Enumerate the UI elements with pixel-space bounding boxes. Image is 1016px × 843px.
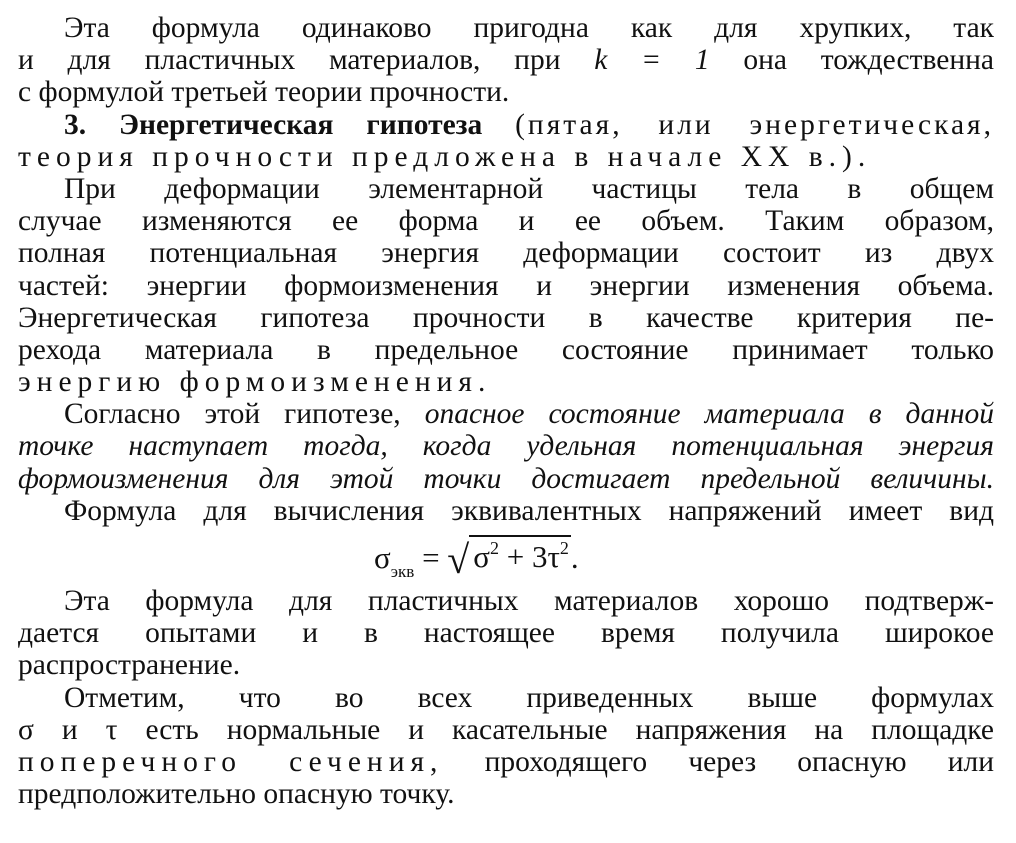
- paragraph-3-line-7: [18, 366, 994, 398]
- paragraph-7-line-2: σ и τ есть нормальные и касательные напряжения на площадке: [18, 713, 994, 746]
- paragraph-1-line-2-text: и для пластичных материалов, при: [18, 44, 561, 77]
- paragraph-3-line-7-text: энергию формоизменения.: [18, 366, 492, 399]
- formula-term-2-exponent: 2: [559, 538, 569, 558]
- paragraph-1-line-3: с формулой третьей теории прочности.: [18, 76, 510, 109]
- paragraph-3-line-1: При деформации элементарной частицы тела в общем: [64, 172, 994, 205]
- radical-sign: √: [447, 537, 470, 582]
- paragraph-6-line-3: распространение.: [18, 649, 241, 682]
- paragraph-3-line-6: рехода материала в предельное состояние принимает только: [18, 333, 994, 366]
- formula-equals: =: [422, 540, 440, 575]
- paragraph-2-paren: (пятая, или энергетическая,: [515, 108, 994, 141]
- paragraph-7-line-3-tail: проходящего через опасную или: [484, 745, 995, 778]
- paragraph-1-line-2: [18, 44, 994, 76]
- section-heading: 3. Энергетическая гипотеза: [64, 108, 483, 141]
- formula-radicand: [469, 535, 571, 575]
- paragraph-2-line-1: [18, 109, 994, 141]
- paragraph-2-line-2-text: теория прочности предложена в начале XX в.).: [18, 140, 872, 173]
- paragraph-4-line-2: точке наступает тогда, когда удельная потенциальная энергия: [18, 430, 994, 463]
- paragraph-5-line-1: Формула для вычисления эквивалентных напряжений имеет вид: [64, 494, 994, 527]
- paragraph-3-line-3: полная потенциальная энергия деформации состоит из двух: [18, 237, 994, 270]
- paragraph-6-line-2: дается опытами и в настоящее время получила широкое: [18, 617, 994, 650]
- paragraph-3-line-5: Энергетическая гипотеза прочности в качестве критерия пе-: [18, 301, 994, 334]
- paragraph-7-line-1: Отметим, что во всех приведенных выше формулах: [64, 681, 994, 714]
- formula-term-1: σ: [473, 539, 490, 574]
- document-page: [18, 12, 994, 810]
- formula-term-1-exponent: 2: [489, 538, 499, 558]
- paragraph-6-line-1: Эта формула для пластичных материалов хорошо подтверж-: [64, 585, 994, 617]
- paragraph-3-line-2: случае изменяются ее форма и ее объем. Таким образом,: [18, 205, 994, 238]
- paragraph-2-line-2: [18, 141, 994, 173]
- formula-lhs-subscript: экв: [390, 562, 415, 581]
- equivalent-stress-formula-row: [18, 527, 994, 585]
- formula-radical: [447, 531, 571, 582]
- paragraph-4-line-1-normal: Согласно этой гипотезе,: [64, 398, 401, 431]
- paragraph-4-line-3: формоизменения для этой точки достигает предельной величины.: [18, 462, 994, 495]
- paragraph-1-line-1: Эта формула одинаково пригодна как для хрупких, так: [64, 12, 994, 44]
- equivalent-stress-formula: [374, 531, 579, 582]
- paragraph-4-line-1-italic: опасное состояние материала в данной: [424, 398, 995, 431]
- formula-plus: +: [506, 539, 525, 574]
- formula-term-2: 3τ: [531, 539, 560, 574]
- formula-period: .: [570, 540, 579, 575]
- formula-lhs: σ: [374, 540, 391, 575]
- paragraph-3-line-4: частей: энергии формоизменения и энергии изменения объема.: [18, 269, 994, 302]
- paragraph-4-line-1: [18, 398, 994, 430]
- paragraph-7-line-4: предположительно опасную точку.: [18, 778, 455, 811]
- paragraph-7-line-3-spaced: поперечного сечения,: [18, 745, 444, 778]
- paragraph-7-line-3: [18, 746, 994, 778]
- paragraph-1-line-2-tail: она тождественна: [743, 44, 995, 77]
- k-expression: k = 1: [594, 44, 710, 77]
